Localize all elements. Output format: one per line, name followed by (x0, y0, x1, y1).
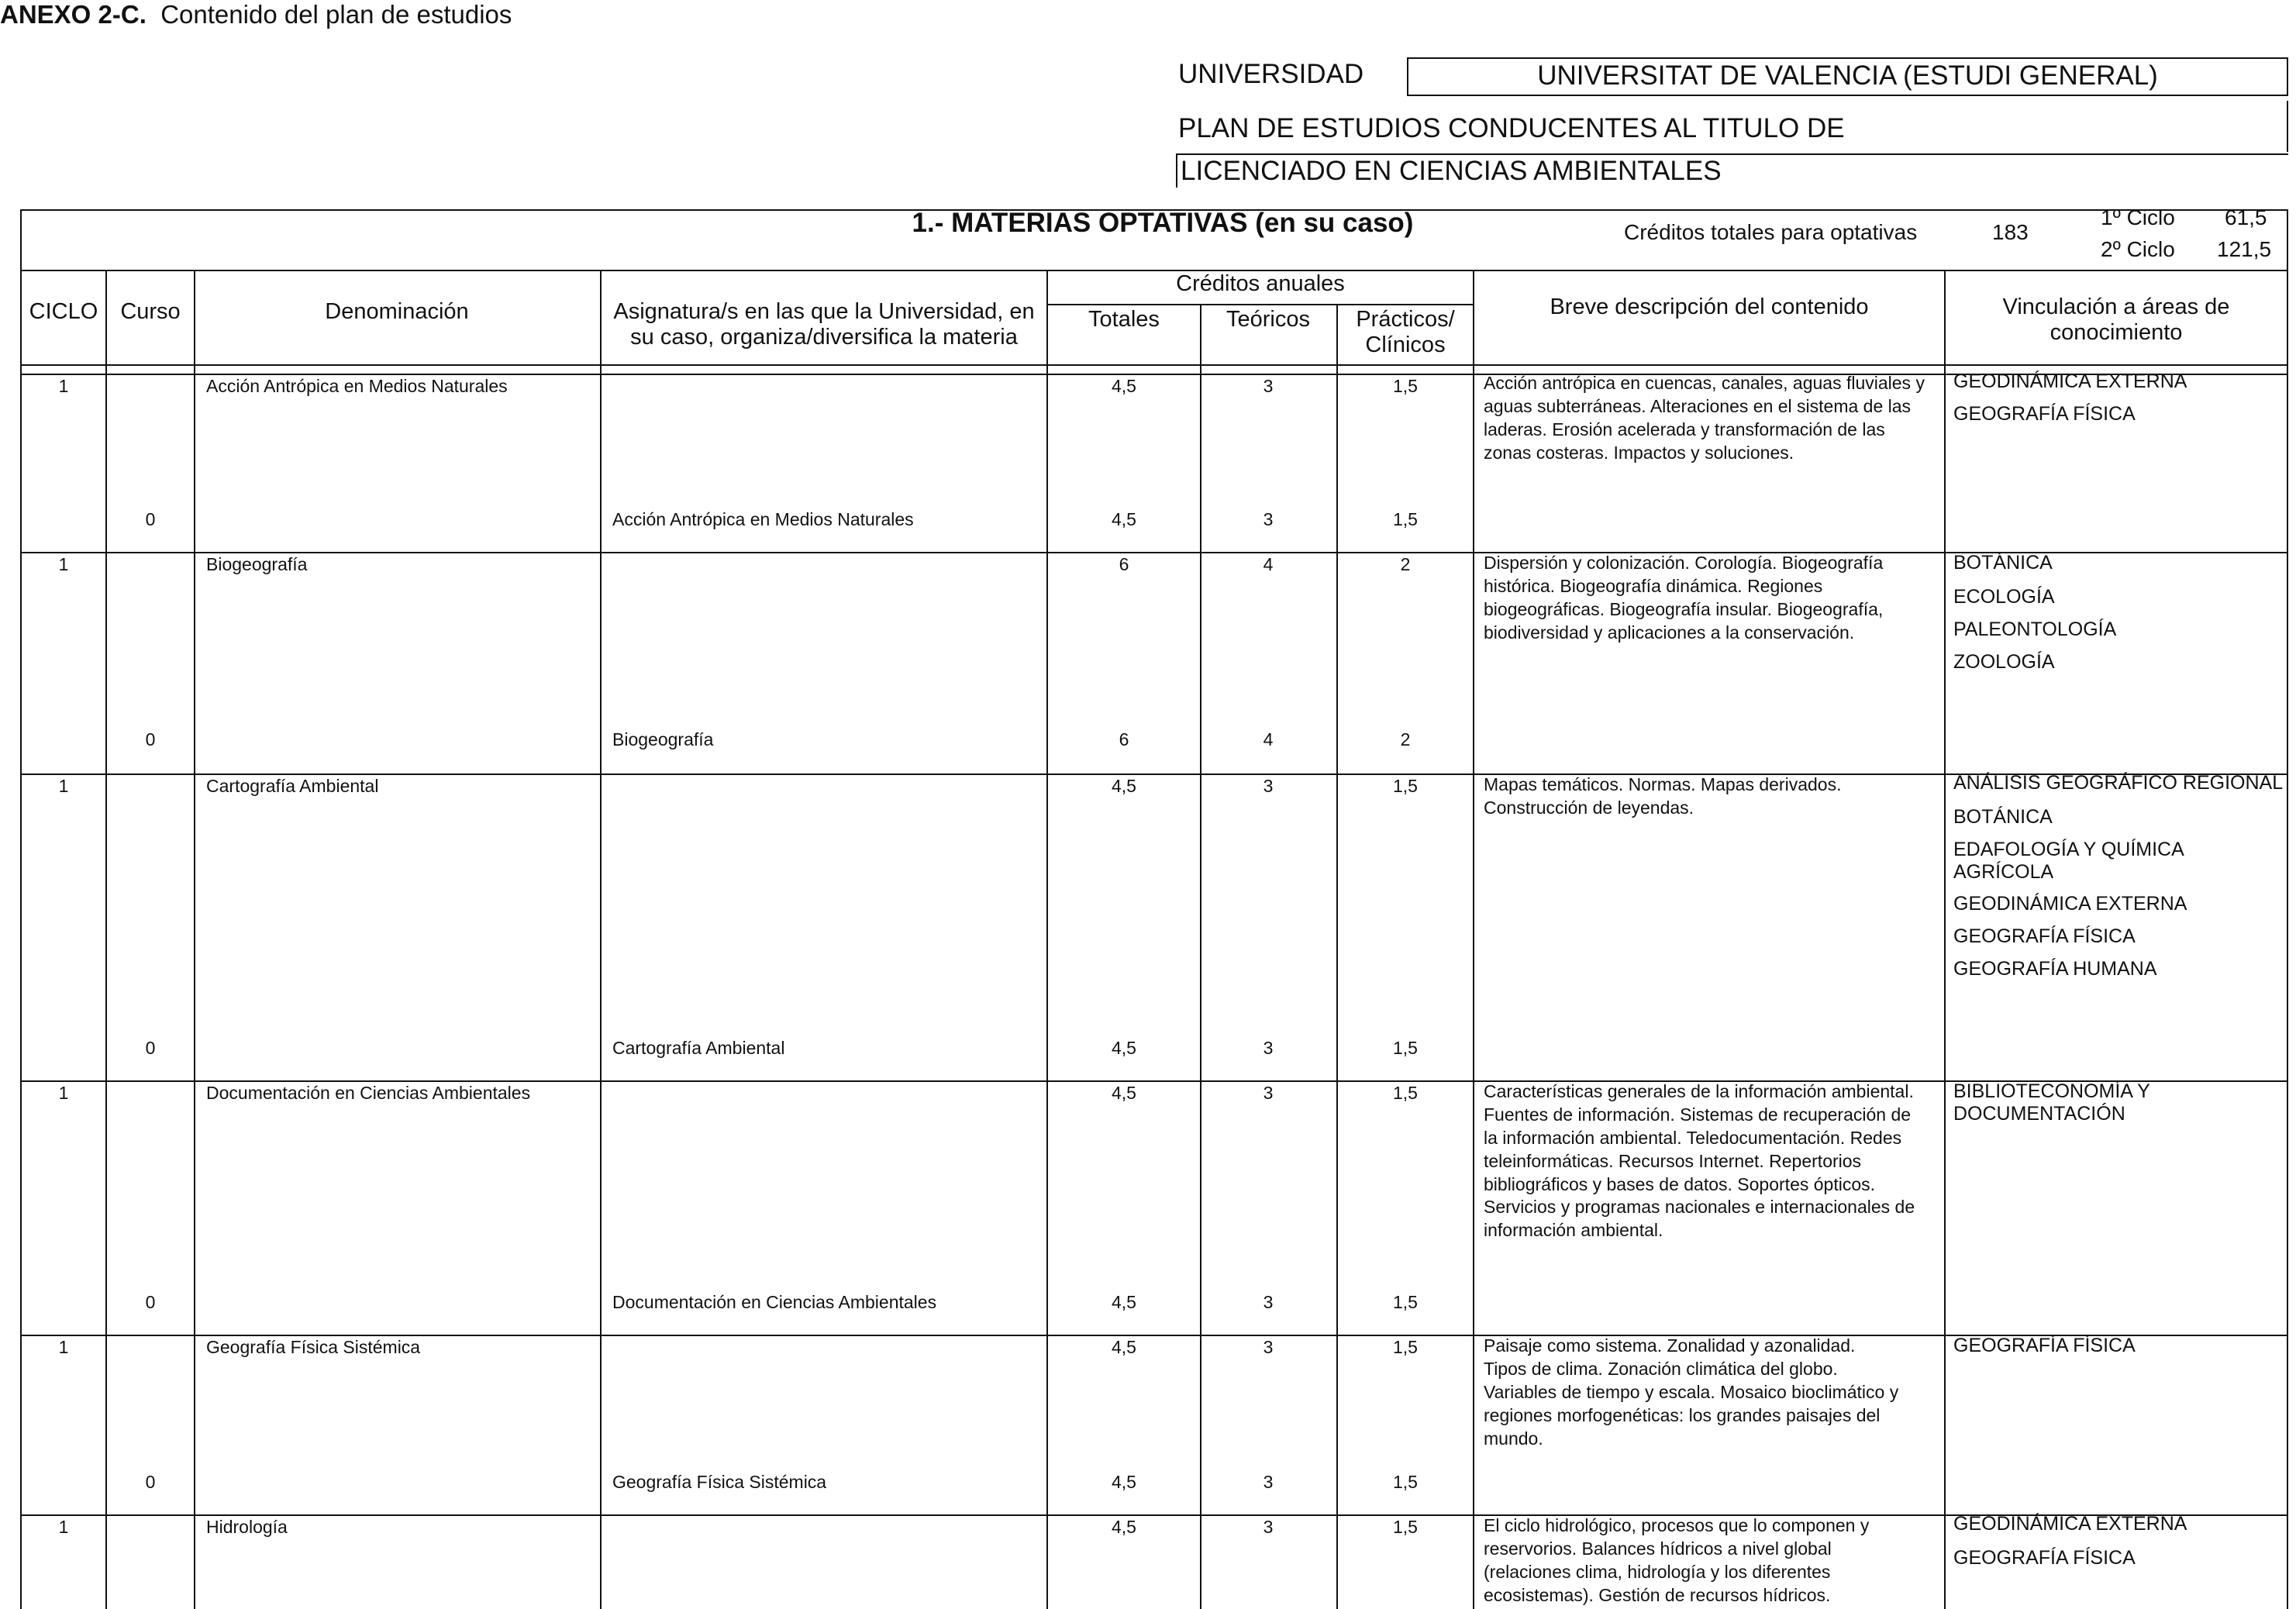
header-teoricos: Teóricos (1226, 307, 1310, 332)
row-teoricos: 3 (1263, 1472, 1274, 1492)
row-descripcion: El ciclo hidrológico, procesos que lo componen y reservorios. Balances hídricos a nivel global (relaciones clima, hidrología y los diferentes ecosistemas). Gestión de recursos hídricos. (1484, 1515, 1870, 1605)
annex-title: Contenido del plan de estudios (160, 0, 512, 29)
row-practicos: 1,5 (1393, 509, 1418, 529)
row-asignatura: Biogeografía (612, 729, 714, 749)
row-area: GEODINÁMICA EXTERNA (1953, 1513, 2187, 1535)
row-teoricos: 3 (1263, 776, 1274, 796)
row-denominacion: Biogeografía (206, 554, 308, 574)
row-denominacion: Cartografía Ambiental (206, 776, 379, 796)
row-practicos: 2 (1400, 554, 1411, 574)
cycle2-label: 2º Ciclo (2101, 237, 2175, 261)
plan-value: LICENCIADO EN CIENCIAS AMBIENTALES (1176, 153, 2288, 188)
university-label: UNIVERSIDAD (1178, 59, 1364, 89)
row-denominacion: Documentación en Ciencias Ambientales (206, 1083, 531, 1103)
header-curso: Curso (120, 299, 181, 324)
row-totales: 4,5 (1112, 1517, 1136, 1537)
row-denominacion: Hidrología (206, 1517, 288, 1537)
row-area: BIBLIOTECONOMÍA Y DOCUMENTACIÓN (1953, 1080, 2150, 1125)
header-descripcion: Breve descripción del contenido (1550, 295, 1869, 319)
row-curso: 0 (145, 1038, 156, 1058)
row-practicos: 1,5 (1393, 1337, 1418, 1357)
row-totales: 4,5 (1112, 1292, 1136, 1312)
row-practicos: 1,5 (1393, 1083, 1418, 1103)
header-asignatura: Asignatura/s en las que la Universidad, en su caso, organiza/diversifica la materia (613, 299, 1035, 350)
row-teoricos: 4 (1263, 729, 1274, 749)
row-curso: 0 (145, 1292, 156, 1312)
row-totales: 4,5 (1112, 1337, 1136, 1357)
row-totales: 4,5 (1112, 509, 1136, 529)
row-area: GEOGRAFÍA HUMANA (1953, 958, 2157, 980)
university-value: UNIVERSITAT DE VALENCIA (ESTUDI GENERAL) (1407, 57, 2288, 96)
cycle1-value: 61,5 (2225, 205, 2267, 229)
row-totales: 4,5 (1112, 1472, 1136, 1492)
header-vinculacion: Vinculación a áreas de conocimiento (2002, 295, 2230, 346)
cycle2-value: 121,5 (2217, 237, 2272, 261)
optional-subjects-table (20, 203, 2288, 1609)
row-ciclo: 1 (58, 776, 69, 796)
row-denominacion: Acción Antrópica en Medios Naturales (206, 376, 508, 396)
row-area: GEOGRAFÍA FÍSICA (1953, 1335, 2136, 1356)
row-ciclo: 1 (58, 1337, 69, 1357)
row-totales: 4,5 (1112, 1038, 1136, 1058)
row-asignatura: Acción Antrópica en Medios Naturales (612, 509, 914, 529)
header-creditos: Créditos anuales (1176, 271, 1345, 296)
header-totales: Totales (1088, 307, 1160, 332)
row-area: PALEONTOLOGÍA (1953, 618, 2117, 640)
row-descripcion: Características generales de la información ambiental. Fuentes de información. Sistemas de recuperación de la información ambiental. Teledocumentación. Redes teleinformáticas. Recursos Internet. Repertorios bibliográficos y bases de datos. Soportes ópticos. Servicios y programas nacionales e internacionales de información ambiental. (1484, 1081, 1915, 1241)
header-ciclo: CICLO (29, 299, 98, 324)
row-area: GEOGRAFÍA FÍSICA (1953, 1547, 2136, 1569)
row-area: ECOLOGÍA (1953, 586, 2055, 608)
row-area: GEOGRAFÍA FÍSICA (1953, 403, 2136, 425)
row-teoricos: 3 (1263, 1292, 1274, 1312)
cycle1-label: 1º Ciclo (2101, 205, 2175, 229)
annex-heading (0, 0, 512, 29)
row-area: GEODINÁMICA EXTERNA (1953, 893, 2187, 915)
credits-total: 183 (1992, 220, 2029, 244)
row-area: EDAFOLOGÍA Y QUÍMICA AGRÍCOLA (1953, 839, 2184, 883)
row-area: BOTÁNICA (1953, 552, 2053, 574)
row-practicos: 2 (1400, 729, 1411, 749)
row-teoricos: 3 (1263, 1337, 1274, 1357)
row-totales: 6 (1119, 729, 1129, 749)
row-area: BOTÁNICA (1953, 806, 2053, 828)
row-practicos: 1,5 (1393, 376, 1418, 396)
row-asignatura: Cartografía Ambiental (612, 1038, 785, 1058)
row-practicos: 1,5 (1393, 1517, 1418, 1537)
row-practicos: 1,5 (1393, 776, 1418, 796)
row-teoricos: 4 (1263, 554, 1274, 574)
row-curso: 0 (145, 729, 156, 749)
row-descripcion: Acción antrópica en cuencas, canales, aguas fluviales y aguas subterráneas. Alteraciones en el sistema de las laderas. Erosión acelerada y transformación de las zonas costeras. Impactos y soluciones. (1484, 373, 1925, 463)
row-descripcion: Paisaje como sistema. Zonalidad y azonalidad. Tipos de clima. Zonación climática del globo. Variables de tiempo y escala. Mosaico bioclimático y regiones morfogenéticas: los grandes paisajes del mundo. (1484, 1335, 1899, 1449)
row-ciclo: 1 (58, 376, 69, 396)
row-practicos: 1,5 (1393, 1472, 1418, 1492)
row-totales: 4,5 (1112, 776, 1136, 796)
row-practicos: 1,5 (1393, 1292, 1418, 1312)
row-ciclo: 1 (58, 1083, 69, 1103)
row-totales: 4,5 (1112, 376, 1136, 396)
row-teoricos: 3 (1263, 376, 1274, 396)
annex-label: ANEXO 2-C. (0, 0, 147, 29)
row-area: GEOGRAFÍA FÍSICA (1953, 925, 2136, 947)
row-area: ANÁLISIS GEOGRÁFICO REGIONAL (1953, 772, 2284, 794)
row-curso: 0 (145, 1472, 156, 1492)
row-ciclo: 1 (58, 554, 69, 574)
row-area: GEODINÁMICA EXTERNA (1953, 370, 2187, 392)
row-descripcion: Dispersión y colonización. Corología. Biogeografía histórica. Biogeografía dinámica. Regiones biogeográficas. Biogeografía insular. Biogeografía, biodiversidad y aplicaciones a la conservación. (1484, 553, 1884, 643)
header-practicos: Prácticos/ Clínicos (1356, 307, 1455, 358)
row-area: ZOOLOGÍA (1953, 651, 2055, 673)
row-practicos: 1,5 (1393, 1038, 1418, 1058)
section-title: 1.- MATERIAS OPTATIVAS (en su caso) (912, 208, 1414, 238)
row-ciclo: 1 (58, 1517, 69, 1537)
row-teoricos: 3 (1263, 509, 1274, 529)
row-teoricos: 3 (1263, 1517, 1274, 1537)
plan-label: PLAN DE ESTUDIOS CONDUCENTES AL TITULO DE (1178, 113, 1845, 143)
row-denominacion: Geografía Física Sistémica (206, 1337, 421, 1357)
row-asignatura: Geografía Física Sistémica (612, 1472, 827, 1492)
header-denominacion: Denominación (325, 299, 469, 324)
row-totales: 6 (1119, 554, 1129, 574)
row-descripcion: Mapas temáticos. Normas. Mapas derivados. Construcción de leyendas. (1484, 774, 1842, 818)
row-asignatura: Documentación en Ciencias Ambientales (612, 1292, 937, 1312)
row-totales: 4,5 (1112, 1083, 1136, 1103)
row-teoricos: 3 (1263, 1038, 1274, 1058)
row-curso: 0 (145, 509, 156, 529)
row-teoricos: 3 (1263, 1083, 1274, 1103)
credits-label: Créditos totales para optativas (1624, 220, 1918, 244)
